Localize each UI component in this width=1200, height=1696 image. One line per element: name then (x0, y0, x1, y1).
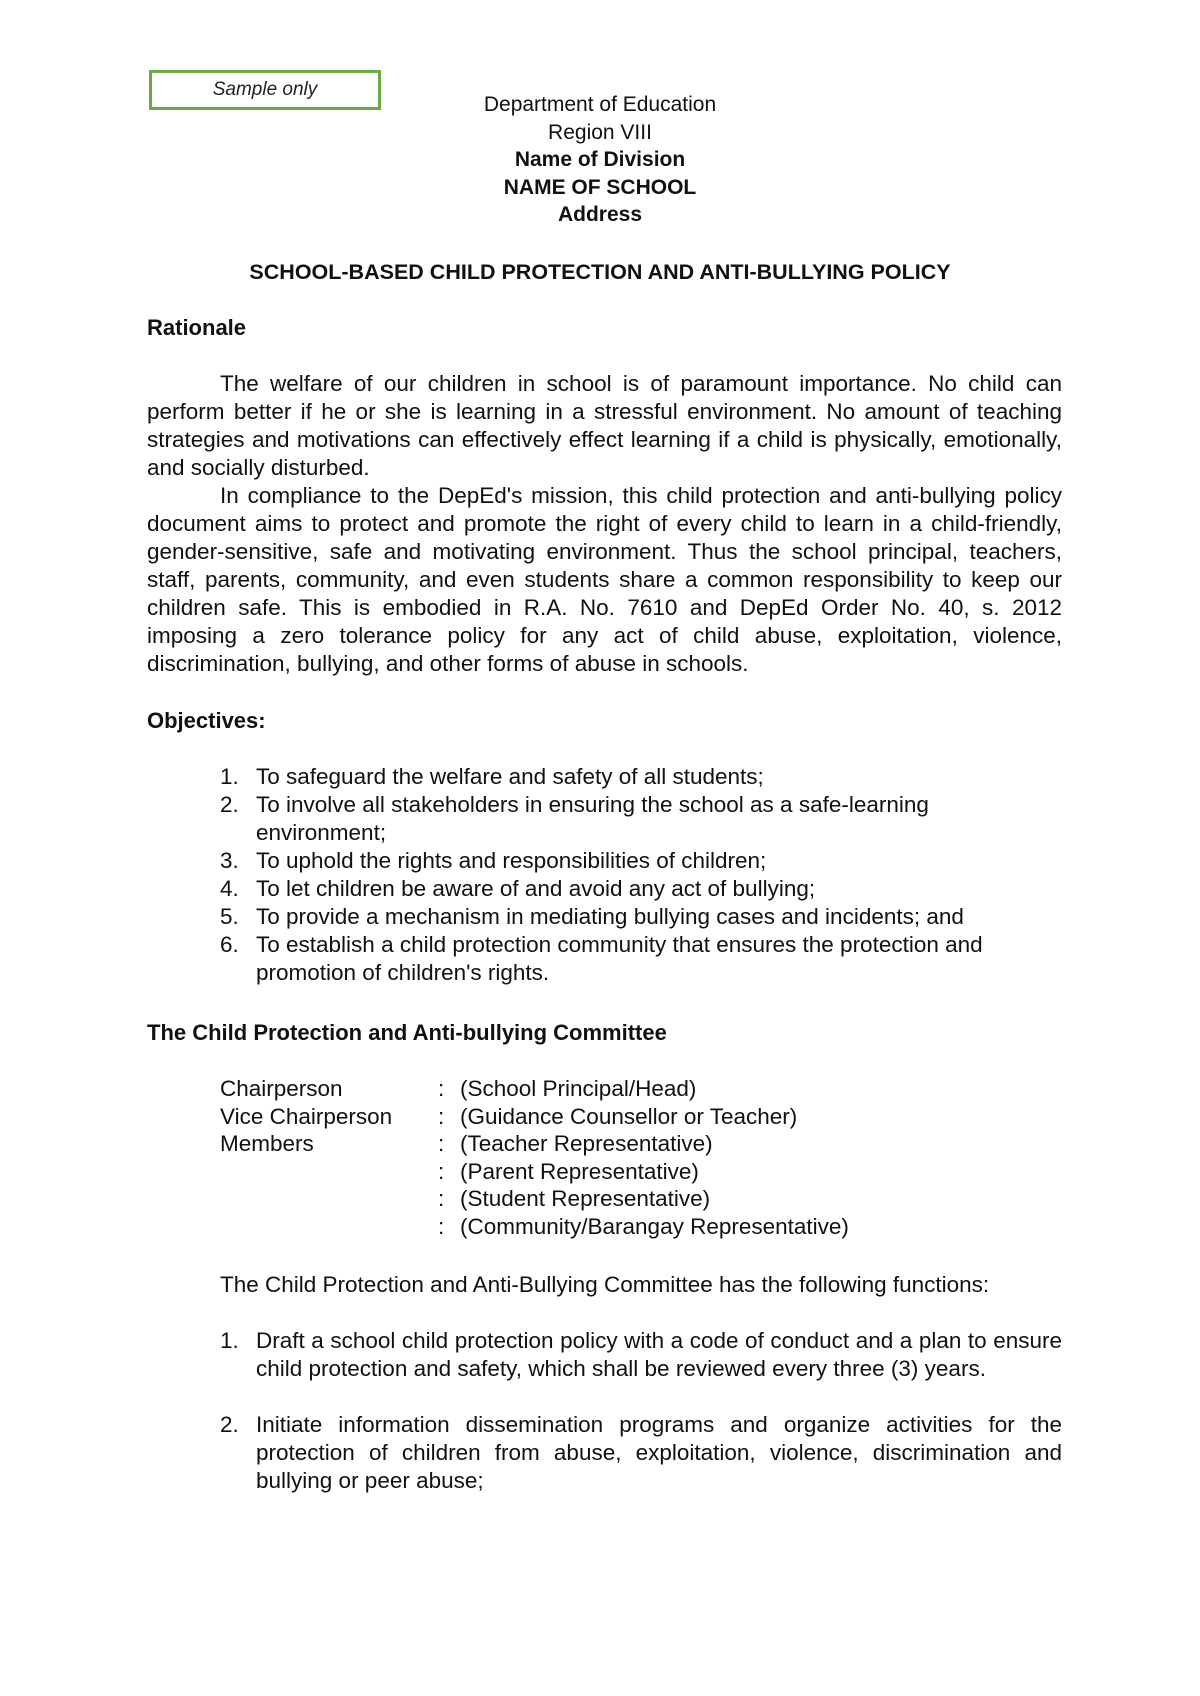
objective-item: 2. To involve all stakeholders in ensuring the school as a safe-learning environment; (220, 792, 929, 845)
objective-item: 3. To uphold the rights and responsibilities of children; (220, 848, 767, 873)
sample-only-stamp: Sample only (149, 70, 381, 110)
rationale-paragraph-1: The welfare of our children in school is of paramount importance. No child can perform better if he or she is learning in a stressful environment. No amount of teaching strategies and motivations can effectively effect learning if a child is physically, emotionally, and socially disturbed. (147, 371, 1062, 480)
committee-heading: The Child Protection and Anti-bullying Committee (147, 1020, 667, 1045)
document-title: SCHOOL-BASED CHILD PROTECTION AND ANTI-BULLYING POLICY (249, 260, 951, 284)
rationale-body (147, 370, 1062, 678)
committee-members-table (220, 1075, 849, 1240)
rationale-heading: Rationale (147, 315, 247, 340)
functions-list (220, 1327, 1062, 1523)
objective-item: 4. To let children be aware of and avoid any act of bullying; (220, 876, 816, 901)
objective-item: 5. To provide a mechanism in mediating bullying cases and incidents; and (220, 904, 964, 929)
committee-row: Vice Chairperson : (Guidance Counsellor or Teacher) (220, 1103, 798, 1129)
functions-intro: The Child Protection and Anti-Bullying Committee has the following functions: (220, 1272, 990, 1297)
objective-item: 1. To safeguard the welfare and safety of all students; (220, 764, 764, 789)
rationale-paragraph-2: In compliance to the DepEd's mission, this child protection and anti-bullying policy document aims to protect and promote the right of every child to learn in a child-friendly, gender-sensitive, safe and motivating environment. Thus the school principal, teachers, staff, parents, community, and even students share a common responsibility to keep our children safe. This is embodied in R.A. No. 7610 and DepEd Order No. 40, s. 2012 imposing a zero tolerance policy for any act of child abuse, exploitation, violence, discrimination, bullying, and other forms of abuse in schools. (147, 483, 1062, 676)
committee-row: : (Community/Barangay Representative) (438, 1213, 849, 1239)
objectives-heading: Objectives: (147, 708, 266, 733)
committee-row: Chairperson : (School Principal/Head) (220, 1076, 697, 1101)
function-item: 1. Draft a school child protection policy with a code of conduct and a plan to ensure child protection and safety, which shall be reviewed every three (3) years. (220, 1328, 1062, 1381)
function-item: 2. Initiate information dissemination programs and organize activities for the protection of children from abuse, exploitation, violence, discrimination and bullying or peer abuse; (220, 1412, 1062, 1493)
school-name: NAME OF SCHOOL (503, 175, 697, 199)
school-address: Address (557, 203, 643, 226)
committee-row: : (Student Representative) (438, 1186, 711, 1211)
document-header (0, 91, 1200, 229)
committee-row: Members : (Teacher Representative) (220, 1131, 713, 1156)
region-name: Region VIII (548, 120, 652, 144)
committee-row: : (Parent Representative) (438, 1158, 699, 1184)
objectives-list (220, 763, 1062, 987)
objective-item: 6. To establish a child protection community that ensures the protection and promotion of children's rights. (220, 932, 983, 985)
division-name: Name of Division (514, 148, 686, 171)
department-name: Department of Education (483, 93, 717, 116)
